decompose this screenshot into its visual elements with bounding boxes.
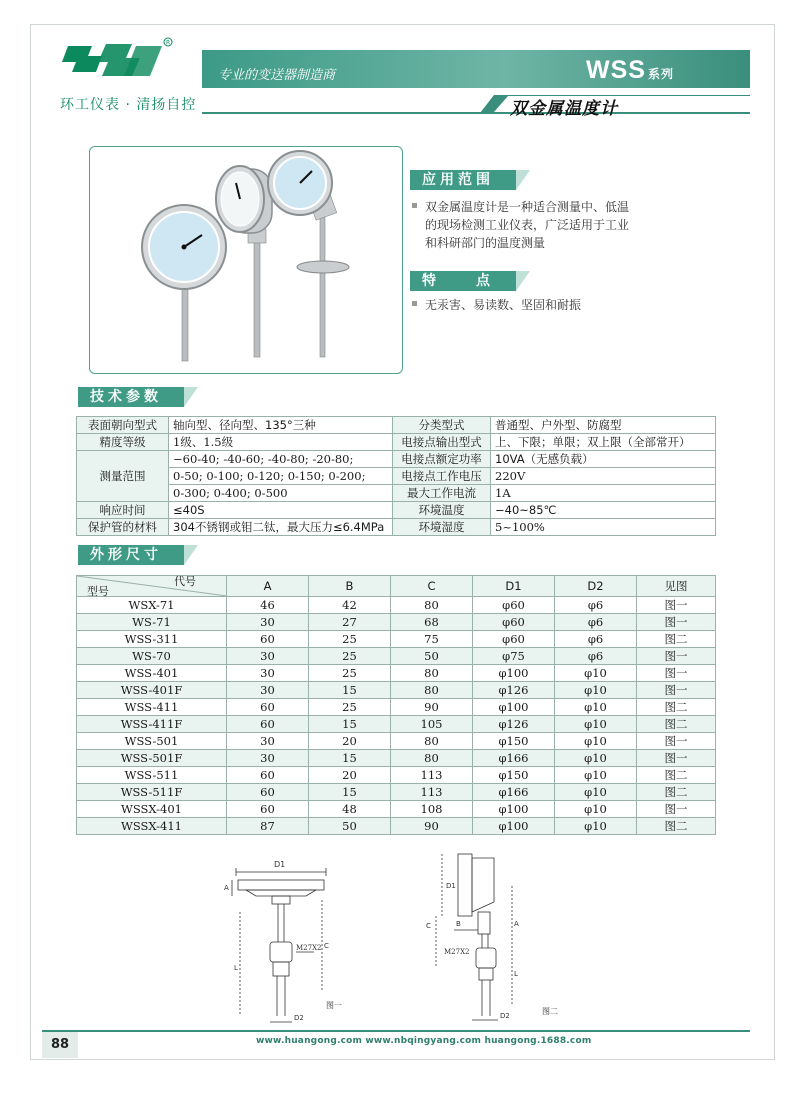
table-cell: 68 (391, 614, 473, 631)
spec-value: 220V (491, 468, 716, 485)
fig2-l-label: L (514, 970, 518, 978)
table-cell: 80 (391, 665, 473, 682)
table-cell: φ10 (555, 784, 637, 801)
column-header: A (227, 576, 309, 597)
table-cell: 30 (227, 614, 309, 631)
specs-heading: 技术参数 (78, 387, 184, 407)
table-row (77, 434, 716, 451)
table-cell: 图一 (637, 597, 716, 614)
features-text (412, 296, 581, 314)
table-cell: 图一 (637, 614, 716, 631)
table-cell: 90 (391, 699, 473, 716)
model-cell: WSS-501F (77, 750, 227, 767)
table-row (77, 614, 716, 631)
model-cell: WSS-501 (77, 733, 227, 750)
model-cell: WSSX-401 (77, 801, 227, 818)
table-cell: φ100 (473, 818, 555, 835)
spec-label: 保护管的材料 (77, 519, 169, 536)
table-cell: 图一 (637, 648, 716, 665)
fig2-caption: 图二 (542, 1007, 558, 1016)
table-cell: 图一 (637, 733, 716, 750)
table-cell: 48 (309, 801, 391, 818)
spec-label: 测量范围 (77, 451, 169, 502)
spec-label: 分类型式 (393, 417, 491, 434)
table-cell: φ6 (555, 614, 637, 631)
table-cell: 图二 (637, 716, 716, 733)
table-cell: 15 (309, 784, 391, 801)
table-row (77, 648, 716, 665)
application-line-3: 和科研部门的温度测量 (425, 236, 546, 250)
column-header: 见图 (637, 576, 716, 597)
footer-websites: www.huangong.com www.nbqingyang.com huangong.1688.com (256, 1036, 592, 1046)
spec-value: 304不锈钢或钼二钛，最大压力≤6.4MPa (169, 519, 393, 536)
table-cell: 50 (391, 648, 473, 665)
table-cell: φ60 (473, 597, 555, 614)
table-cell: 60 (227, 801, 309, 818)
fig1-caption: 图一 (326, 1001, 342, 1010)
spec-value: 1A (491, 485, 716, 502)
fig1-d1-label: D1 (274, 860, 286, 869)
model-cell: WSX-71 (77, 597, 227, 614)
table-cell: 25 (309, 631, 391, 648)
table-cell: 图二 (637, 631, 716, 648)
application-heading: 应用范围 (410, 170, 516, 190)
table-cell: 27 (309, 614, 391, 631)
figure-1-drawing (210, 856, 380, 1028)
table-cell: 20 (309, 733, 391, 750)
table-row (77, 451, 716, 468)
dimensions-table (76, 575, 716, 835)
features-line: 无汞害、易读数、坚固和耐振 (425, 298, 582, 312)
table-cell: φ166 (473, 784, 555, 801)
product-photo-box (89, 146, 403, 374)
table-row (77, 417, 716, 434)
table-cell: 80 (391, 733, 473, 750)
table-cell: φ10 (555, 665, 637, 682)
table-row (77, 665, 716, 682)
company-logo (62, 36, 174, 86)
table-row (77, 631, 716, 648)
table-cell: φ6 (555, 648, 637, 665)
bullet-square-icon (412, 301, 417, 306)
table-cell: 87 (227, 818, 309, 835)
table-cell: 图一 (637, 750, 716, 767)
table-cell: φ10 (555, 733, 637, 750)
table-cell: φ10 (555, 716, 637, 733)
table-cell: 15 (309, 682, 391, 699)
fig2-d2-label: D2 (500, 1012, 510, 1020)
spec-label: 电接点工作电压 (393, 468, 491, 485)
table-row (77, 682, 716, 699)
table-cell: 60 (227, 699, 309, 716)
table-row (77, 468, 716, 485)
page-number: 88 (42, 1032, 78, 1058)
fig1-thread-label: M27X2 (296, 944, 322, 952)
table-cell: 113 (391, 767, 473, 784)
table-cell: 30 (227, 665, 309, 682)
brand-text: 环工仪表 · 清扬自控 (60, 97, 197, 113)
model-cell: WSS-411 (77, 699, 227, 716)
table-cell: 30 (227, 648, 309, 665)
table-cell: φ60 (473, 614, 555, 631)
fig2-a-label: A (514, 920, 519, 928)
table-cell: φ6 (555, 597, 637, 614)
corner-header-cell (77, 576, 227, 597)
dimensions-body (77, 597, 716, 835)
model-cell: WSS-511F (77, 784, 227, 801)
corner-bottom-label: 型号 (87, 585, 109, 598)
spec-value: 轴向型、径向型、135°三种 (169, 417, 393, 434)
table-cell: 60 (227, 784, 309, 801)
product-title: 双金属温度计 (510, 99, 618, 119)
table-cell: φ10 (555, 682, 637, 699)
specs-table (76, 416, 716, 536)
dimensions-heading: 外形尺寸 (78, 545, 184, 565)
application-line-2: 的现场检测工业仪表，广泛适用于工业 (425, 218, 630, 232)
spec-value: 普通型、户外型、防腐型 (491, 417, 716, 434)
model-cell: WSSX-411 (77, 818, 227, 835)
table-cell: 113 (391, 784, 473, 801)
table-row (77, 818, 716, 835)
table-row (77, 519, 716, 536)
spec-value: 0-300; 0-400; 0-500 (169, 485, 393, 502)
table-cell: 46 (227, 597, 309, 614)
table-cell: 图二 (637, 818, 716, 835)
figure-2-drawing (412, 846, 582, 1024)
table-cell: φ75 (473, 648, 555, 665)
table-cell: 图二 (637, 767, 716, 784)
table-row (77, 750, 716, 767)
spec-label: 表面朝向型式 (77, 417, 169, 434)
table-row (77, 502, 716, 519)
spec-value: 上、下限；单限；双上限（全部常开） (491, 434, 716, 451)
table-header-row (77, 576, 716, 597)
table-row (77, 767, 716, 784)
spec-label: 电接点额定功率 (393, 451, 491, 468)
table-cell: 图一 (637, 801, 716, 818)
table-cell: φ100 (473, 665, 555, 682)
table-row (77, 784, 716, 801)
table-cell: 图二 (637, 784, 716, 801)
model-cell: WS-71 (77, 614, 227, 631)
table-cell: 25 (309, 699, 391, 716)
table-cell: φ166 (473, 750, 555, 767)
table-cell: φ10 (555, 818, 637, 835)
table-cell: 75 (391, 631, 473, 648)
fig1-d2-label: D2 (294, 1014, 304, 1022)
table-cell: 20 (309, 767, 391, 784)
table-cell: 60 (227, 631, 309, 648)
fig2-b-label: B (456, 920, 461, 928)
footer-rule (42, 1030, 750, 1032)
table-cell: 60 (227, 767, 309, 784)
spec-label: 环境温度 (393, 502, 491, 519)
table-cell: 15 (309, 750, 391, 767)
spec-value: 10VA（无感负载） (491, 451, 716, 468)
table-cell: φ100 (473, 699, 555, 716)
bullet-square-icon (412, 203, 417, 208)
fig1-l-label: L (234, 964, 238, 972)
table-cell: φ6 (555, 631, 637, 648)
table-cell: 108 (391, 801, 473, 818)
table-cell: 15 (309, 716, 391, 733)
model-cell: WSS-411F (77, 716, 227, 733)
table-cell: φ126 (473, 716, 555, 733)
table-cell: φ60 (473, 631, 555, 648)
table-row (77, 716, 716, 733)
series-main: WSS (586, 56, 646, 84)
table-cell: φ10 (555, 767, 637, 784)
fig1-c-label: C (324, 942, 329, 950)
table-cell: φ126 (473, 682, 555, 699)
table-cell: 30 (227, 750, 309, 767)
table-cell: 25 (309, 665, 391, 682)
spec-value: ≤40S (169, 502, 393, 519)
table-row (77, 597, 716, 614)
table-cell: 42 (309, 597, 391, 614)
column-header: D1 (473, 576, 555, 597)
spec-value: −40~85℃ (491, 502, 716, 519)
spec-label: 响应时间 (77, 502, 169, 519)
spec-label: 最大工作电流 (393, 485, 491, 502)
table-cell: 80 (391, 597, 473, 614)
features-heading: 特 点 (410, 271, 516, 291)
table-cell: 30 (227, 733, 309, 750)
table-row (77, 699, 716, 716)
column-header: D2 (555, 576, 637, 597)
column-header: B (309, 576, 391, 597)
model-cell: WSS-401 (77, 665, 227, 682)
svg-text:R: R (166, 39, 171, 47)
fig1-a-label: A (224, 884, 229, 892)
table-cell: φ10 (555, 801, 637, 818)
table-cell: 图一 (637, 665, 716, 682)
fig2-c-label: C (426, 922, 431, 930)
fig2-thread-label: M27X2 (444, 948, 470, 956)
table-cell: φ100 (473, 801, 555, 818)
table-cell: φ150 (473, 733, 555, 750)
spec-label: 精度等级 (77, 434, 169, 451)
model-cell: WSS-511 (77, 767, 227, 784)
model-cell: WS-70 (77, 648, 227, 665)
table-cell: 50 (309, 818, 391, 835)
table-cell: 图一 (637, 682, 716, 699)
table-cell: 80 (391, 682, 473, 699)
tagline: 专业的变送器制造商 (218, 68, 336, 83)
model-cell: WSS-311 (77, 631, 227, 648)
table-cell: 25 (309, 648, 391, 665)
model-cell: WSS-401F (77, 682, 227, 699)
spec-value: 0-50; 0-100; 0-120; 0-150; 0-200; (169, 468, 393, 485)
header-rule (202, 112, 750, 114)
table-row (77, 733, 716, 750)
column-header: C (391, 576, 473, 597)
table-cell: 60 (227, 716, 309, 733)
application-line-1 (412, 198, 629, 216)
application-line-1-text: 双金属温度计是一种适合测量中、低温 (425, 200, 630, 214)
table-row (77, 485, 716, 502)
table-cell: φ10 (555, 750, 637, 767)
application-text (412, 198, 629, 252)
table-cell: 30 (227, 682, 309, 699)
spec-value: −60-40; -40-60; -40-80; -20-80; (169, 451, 393, 468)
spec-value: 1级、1.5级 (169, 434, 393, 451)
table-cell: φ10 (555, 699, 637, 716)
corner-top-label: 代号 (174, 575, 196, 588)
series-suffix: 系列 (647, 67, 674, 81)
table-cell: 90 (391, 818, 473, 835)
table-cell: 80 (391, 750, 473, 767)
spec-label: 环境湿度 (393, 519, 491, 536)
table-cell: 图二 (637, 699, 716, 716)
table-cell: φ150 (473, 767, 555, 784)
product-photo (90, 147, 402, 373)
spec-value: 5~100% (491, 519, 716, 536)
table-row (77, 801, 716, 818)
fig2-d1-label: D1 (446, 882, 456, 890)
table-cell: 105 (391, 716, 473, 733)
spec-label: 电接点输出型式 (393, 434, 491, 451)
series-label (586, 56, 674, 85)
